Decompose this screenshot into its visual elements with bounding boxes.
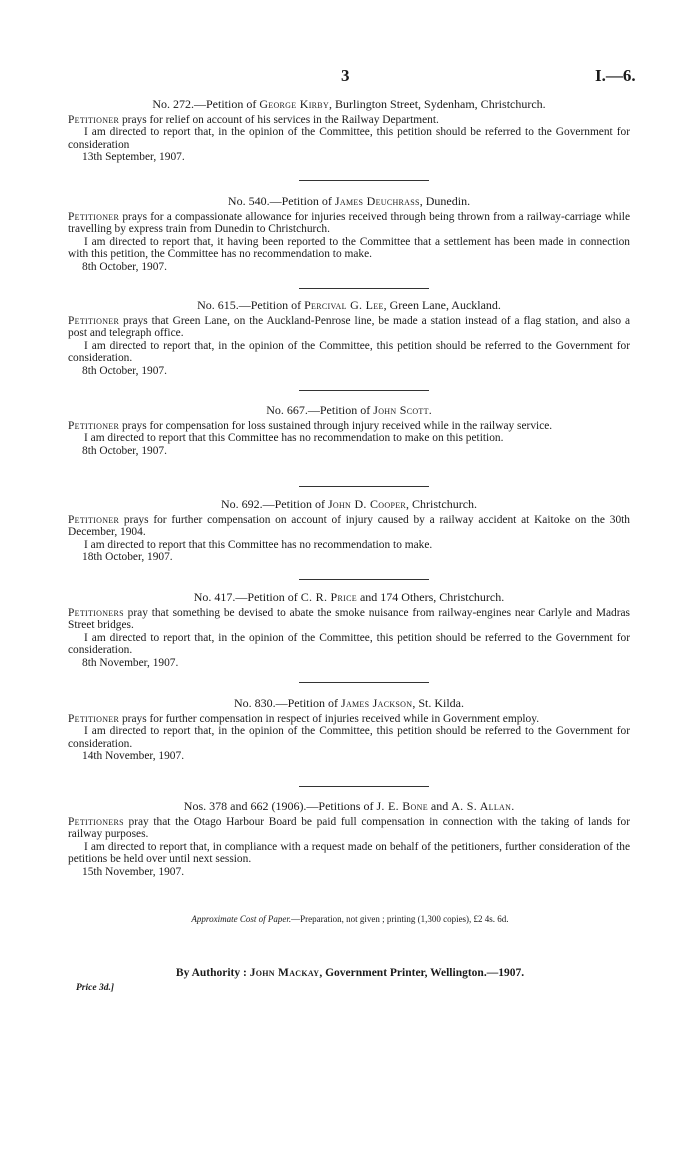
- petition-entry: [68, 591, 630, 670]
- section-divider: [299, 786, 429, 787]
- committee-report: I am directed to report that, in the opinion of the Committee, this petition should be referred to the Government for consideration.: [68, 339, 630, 365]
- petition-title: Nos. 378 and 662 (1906).—Petitions of J. E. Bone and A. S. Allan.: [183, 799, 515, 813]
- section-divider: [299, 579, 429, 580]
- petition-body: Petitioner prays for further compensation in respect of injuries received while in Government employ.: [68, 712, 540, 725]
- petition-title: No. 272.—Petition of George Kirby, Burlington Street, Sydenham, Christchurch.: [152, 97, 546, 111]
- petition-entry: [68, 498, 630, 564]
- petition-entry: [68, 697, 630, 763]
- document-reference: I.—6.: [595, 66, 636, 85]
- printer-imprint: By Authority : John Mackay, Government Printer, Wellington.—1907.: [175, 967, 525, 979]
- report-date: 14th November, 1907.: [82, 750, 185, 763]
- section-divider: [299, 288, 429, 289]
- petition-entry: [68, 404, 630, 457]
- petition-entry: [68, 299, 630, 378]
- petition-body: Petitioner prays that Green Lane, on the Auckland-Penrose line, be made a station instead of a flag station, and also a post and telegraph office.: [68, 314, 630, 340]
- petition-body: Petitioner prays for relief on account of his services in the Railway Department.: [68, 113, 439, 126]
- committee-report: I am directed to report that this Committee has no recommendation to make.: [84, 538, 433, 551]
- committee-report: I am directed to report that, in the opinion of the Committee, this petition should be referred to the Government for consideration: [68, 126, 630, 151]
- petition-entry: [68, 800, 630, 879]
- petition-title: No. 417.—Petition of C. R. Price and 174 Others, Christchurch.: [193, 590, 505, 604]
- report-date: 8th November, 1907.: [82, 656, 179, 669]
- petition-body: Petitioner prays for a compassionate allowance for injuries received through being thrown from a railway-carriage while travelling by express train from Dunedin to Christchurch.: [68, 210, 630, 236]
- cost-of-paper-note: Approximate Cost of Paper.—Preparation, not given ; printing (1,300 copies), £2 4s. 6d.: [191, 914, 509, 924]
- section-divider: [299, 180, 429, 181]
- petition-entry: [68, 98, 630, 164]
- price-note: Price 3d.]: [76, 983, 114, 993]
- report-date: 13th September, 1907.: [82, 151, 185, 164]
- report-date: 15th November, 1907.: [82, 865, 185, 878]
- petition-body: Petitioners pray that the Otago Harbour Board be paid full compensation in connection with the taking of lands for railway purposes.: [68, 815, 630, 841]
- committee-report: I am directed to report that, in the opinion of the Committee, this petition should be referred to the Government for consideration.: [68, 725, 630, 750]
- petition-title: No. 692.—Petition of John D. Cooper, Christchurch.: [220, 497, 478, 511]
- page-number: 3: [341, 66, 350, 85]
- section-divider: [299, 682, 429, 683]
- petition-body: Petitioner prays for compensation for loss sustained through injury received while in the railway service.: [68, 419, 553, 432]
- petition-title: No. 540.—Petition of James Deuchrass, Dunedin.: [227, 194, 471, 208]
- petition-title: No. 667.—Petition of John Scott.: [266, 403, 432, 417]
- petition-title: No. 615.—Petition of Percival G. Lee, Green Lane, Auckland.: [197, 298, 501, 312]
- section-divider: [299, 390, 429, 391]
- petition-title: No. 830.—Petition of James Jackson, St. Kilda.: [233, 696, 465, 710]
- petition-body: Petitioners pray that something be devised to abate the smoke nuisance from railway-engines near Carlyle and Madras Street bridges.: [68, 606, 630, 632]
- petition-entry: [68, 195, 630, 274]
- committee-report: I am directed to report that, in compliance with a request made on behalf of the petitioners, further consideration of the petitions be held over until next session.: [68, 840, 630, 866]
- report-date: 8th October, 1907.: [82, 364, 167, 377]
- report-date: 18th October, 1907.: [82, 551, 173, 564]
- report-date: 8th October, 1907.: [82, 444, 167, 457]
- committee-report: I am directed to report that this Committee has no recommendation to make on this petition.: [84, 432, 504, 445]
- section-divider: [299, 486, 429, 487]
- committee-report: I am directed to report that, it having been reported to the Committee that a settlement has been made in connection with this petition, the Committee has no recommendation to make.: [68, 235, 630, 261]
- committee-report: I am directed to report that, in the opinion of the Committee, this petition should be referred to the Government for consideration.: [68, 631, 630, 657]
- petition-body: Petitioner prays for further compensation on account of injury caused by a railway accident at Kaitoke on the 30th December, 1904.: [68, 513, 630, 539]
- report-date: 8th October, 1907.: [82, 260, 167, 273]
